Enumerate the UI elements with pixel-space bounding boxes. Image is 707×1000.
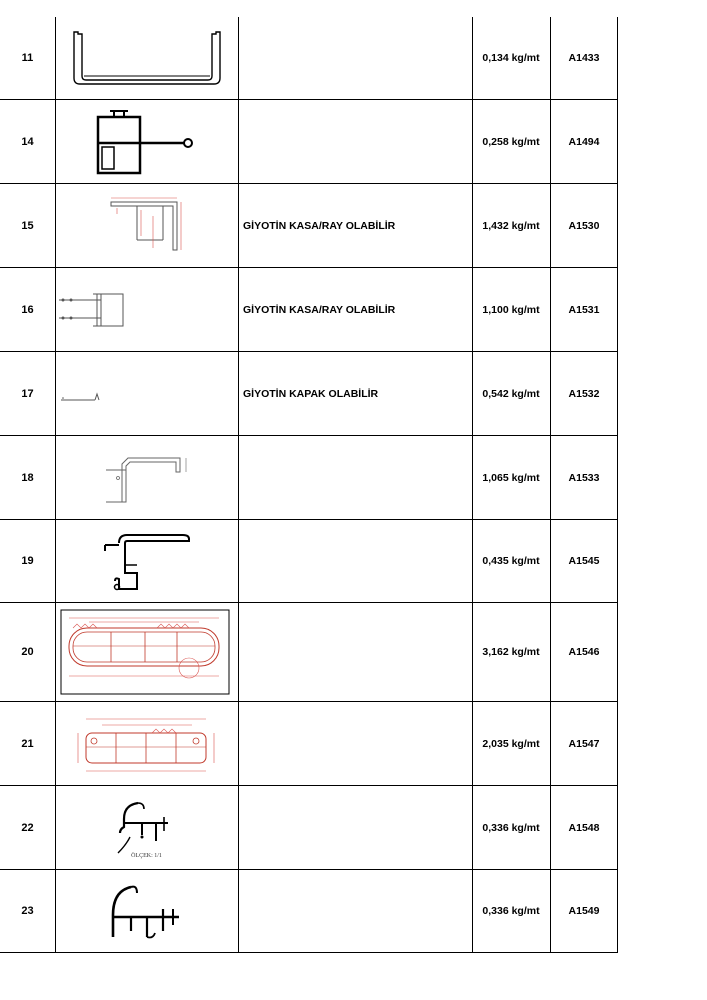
scale-caption: ÖLÇEK: 1/1 <box>131 852 162 859</box>
row-weight: 0,336 kg/mt <box>482 905 540 917</box>
row-code: A1531 <box>568 303 600 316</box>
row-number: 11 <box>21 52 34 64</box>
row-code: A1547 <box>568 737 600 750</box>
rail-profile-drawing-icon <box>57 290 129 330</box>
row-number: 18 <box>21 471 34 484</box>
row-code: A1546 <box>568 646 600 658</box>
row-number: 20 <box>21 646 34 658</box>
row-weight: 1,432 kg/mt <box>482 219 540 232</box>
row-code: A1533 <box>568 471 600 484</box>
row-weight: 3,162 kg/mt <box>482 646 540 658</box>
row-description <box>238 870 472 952</box>
row-number: 22 <box>21 821 34 834</box>
row-weight: 2,035 kg/mt <box>482 737 540 750</box>
hooked-sash-profile-icon <box>97 529 197 593</box>
row-description <box>238 17 472 99</box>
row-weight: 0,336 kg/mt <box>482 821 540 834</box>
box-profile-with-hook-icon <box>92 107 202 177</box>
row-number: 23 <box>21 905 34 917</box>
table-row <box>0 184 618 267</box>
table-bottom <box>0 952 618 953</box>
chamber-profile-drawing-icon <box>72 711 222 777</box>
row-description <box>238 520 472 602</box>
row-description: GİYOTİN KASA/RAY OLABİLİR <box>243 219 396 232</box>
table-row <box>0 17 618 99</box>
dimensioned-frame-drawing-icon <box>107 196 187 256</box>
row-code: A1549 <box>568 905 600 917</box>
row-code: A1532 <box>568 387 600 400</box>
u-channel-profile-icon <box>72 28 222 88</box>
table-row <box>0 870 618 952</box>
row-weight: 0,134 kg/mt <box>482 52 540 64</box>
row-number: 17 <box>21 387 34 400</box>
row-number: 15 <box>21 219 34 232</box>
row-number: 16 <box>21 303 34 316</box>
row-weight: 0,435 kg/mt <box>482 555 540 567</box>
flat-cover-profile-icon <box>59 384 103 404</box>
cap-profile-drawing-icon <box>102 450 192 506</box>
table-row <box>0 786 618 869</box>
table-row <box>0 352 618 435</box>
table-row <box>0 268 618 351</box>
row-weight: 0,542 kg/mt <box>482 387 540 400</box>
row-number: 21 <box>21 737 34 750</box>
curved-gasket-profile-large-icon <box>107 879 187 943</box>
row-code: A1545 <box>568 555 600 567</box>
row-description <box>238 436 472 519</box>
row-description <box>238 702 472 785</box>
row-code: A1530 <box>568 219 600 232</box>
row-number: 19 <box>21 555 34 567</box>
row-description <box>238 786 472 869</box>
multi-chamber-profile-drawing-icon <box>59 606 231 698</box>
table-row <box>0 100 618 183</box>
table-row <box>0 603 618 701</box>
row-weight: 1,065 kg/mt <box>482 471 540 484</box>
row-description: GİYOTİN KASA/RAY OLABİLİR <box>243 303 396 316</box>
row-number: 14 <box>21 135 34 148</box>
row-weight: 0,258 kg/mt <box>482 135 540 148</box>
row-description <box>238 100 472 183</box>
table-row <box>0 702 618 785</box>
row-code: A1494 <box>568 135 600 148</box>
row-code: A1433 <box>568 52 600 64</box>
table-row <box>0 436 618 519</box>
row-description <box>238 603 472 701</box>
row-code: A1548 <box>568 821 600 834</box>
curved-gasket-profile-icon <box>112 797 182 859</box>
row-description: GİYOTİN KAPAK OLABİLİR <box>243 387 379 400</box>
table-row <box>0 520 618 602</box>
row-weight: 1,100 kg/mt <box>482 303 540 316</box>
